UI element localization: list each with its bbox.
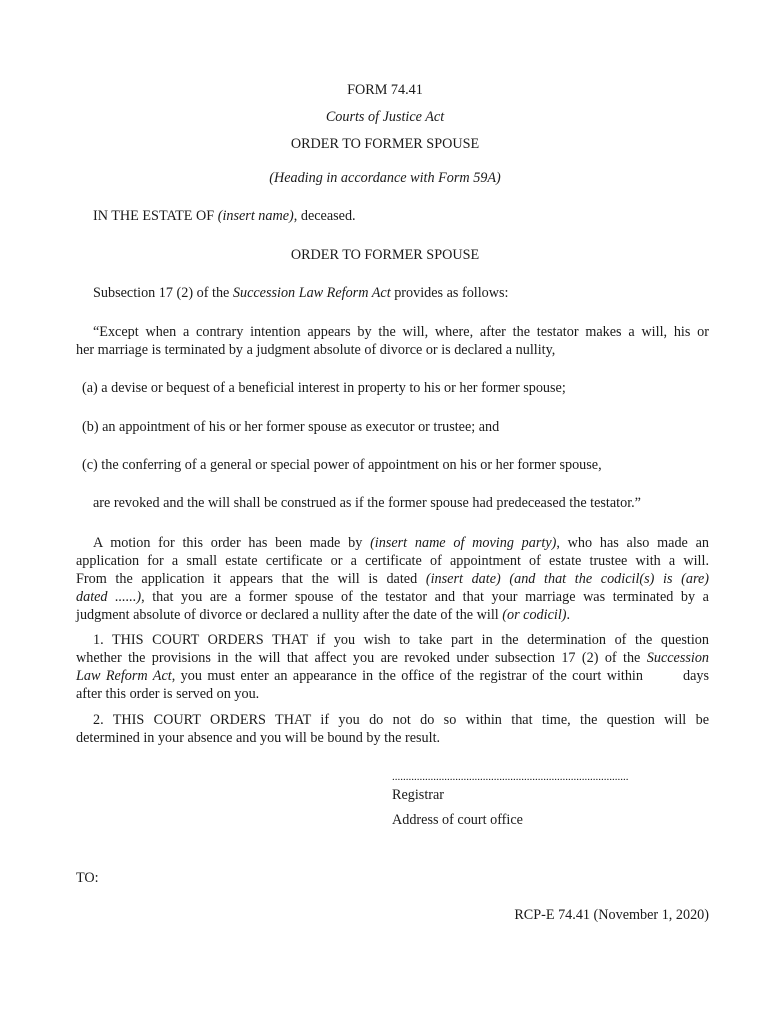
subsection-intro: Subsection 17 (2) of the Succession Law Reform Act provides as follows: [93,285,509,301]
heading-note: (Heading in accordance with Form 59A) [269,170,501,186]
quote-item-a: (a) a devise or bequest of a beneficial interest in property to his or her former spouse; [82,380,566,396]
order-title: ORDER TO FORMER SPOUSE [290,247,480,263]
registrar-label: Registrar [392,787,445,803]
to-label: TO: [76,870,99,886]
form-footer: RCP-E 74.41 (November 1, 2020) [514,907,709,923]
quote-intro: “Except when a contrary intention appears by the will, where, after the testator makes a will, his or her marriage is terminated by a judgment absolute of divorce or is declared a nullity, [76,324,709,358]
motion-paragraph: A motion for this order has been made by (insert name of moving party), who has also made an application for a small estate certificate or a certificate of appointment of estate trustee with a will. From the application it appears that the will is dated (insert date) (and that the codicil(s) is (are) dated ......), that you are a former spouse of the testator and that your marriage was terminated by a judgment absolute of divorce or declared a nullity after the date of the will (or codicil). [76,535,710,623]
signature-line: ...................................................................................... [392,771,629,783]
order-paragraph-1: 1. THIS COURT ORDERS THAT if you wish to take part in the determination of the question whether the provisions in the will that affect you are revoked under subsection 17 (2) of the Succession Law Reform Act, you must enter an appearance in the office of the registrar of the court within days after this order is served on you. [76,632,710,702]
order-paragraph-2: 2. THIS COURT ORDERS THAT if you do not do so within that time, the question will be determined in your absence and you will be bound by the result. [76,712,709,746]
form-number: FORM 74.41 [347,82,423,98]
form-title: ORDER TO FORMER SPOUSE [290,136,480,152]
quote-item-c: (c) the conferring of a general or special power of appointment on his or her former spouse, [82,457,602,473]
act-name: Courts of Justice Act [325,109,445,125]
quote-closing: are revoked and the will shall be construed as if the former spouse had predeceased the testator.” [93,495,641,511]
estate-line: IN THE ESTATE OF (insert name), deceased. [93,208,356,224]
quote-item-b: (b) an appointment of his or her former spouse as executor or trustee; and [82,419,500,435]
court-address-label: Address of court office [392,812,523,828]
